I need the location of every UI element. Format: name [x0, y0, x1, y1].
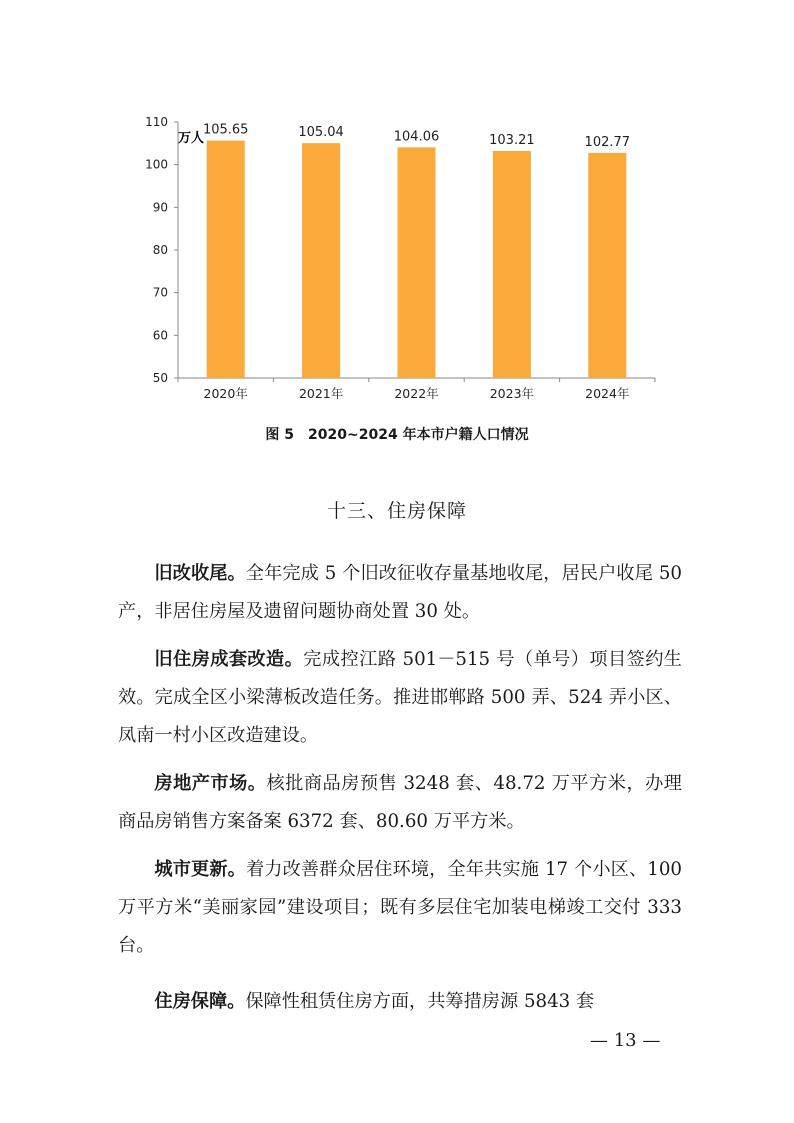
paragraph-text: 核批商品房预售 3248 套、48.72 万平方米，办理商品房销售方案备案 6372 套、80.60 万平方米。: [118, 773, 682, 832]
bar-value-label: 102.77: [584, 134, 631, 150]
paragraph-lead: 住房保障。: [154, 991, 246, 1012]
population-bar-chart: [130, 108, 670, 408]
section-heading: 十三、住房保障: [326, 500, 467, 522]
bar-value-label: 103.21: [489, 132, 535, 148]
y-tick-label: 90: [152, 200, 168, 215]
x-tick-label: 2022年: [394, 386, 439, 401]
y-tick-label: 80: [152, 243, 168, 257]
y-tick-label: 110: [145, 115, 168, 129]
paragraph-text: 着力改善群众居住环境，全年共实施 17 个小区、100 万平方米“美丽家园”建设项目；既有多层住宅加装电梯竣工交付 333 台。: [118, 859, 682, 956]
bar: [493, 151, 531, 378]
x-tick-label: 2020年: [203, 386, 248, 401]
page-number: — 13 —: [590, 1030, 661, 1051]
bar: [398, 147, 436, 378]
paragraph-lead: 房地产市场。: [154, 773, 267, 794]
bar-value-label: 104.06: [393, 129, 440, 145]
bar: [302, 143, 340, 378]
bar-value-label: 105.04: [298, 125, 344, 141]
bar: [207, 141, 245, 378]
figure-caption: 图 5 2020~2024 年本市户籍人口情况: [265, 427, 529, 443]
paragraph-lead: 旧住房成套改造。: [154, 649, 304, 670]
bar-value-label: 105.65: [202, 122, 249, 138]
paragraph-text: 完成控江路 501－515 号（单号）项目签约生效。完成全区小梁薄板改造任务。推进邯郸路 500 弄、524 弄小区、凤南一村小区改造建设。: [118, 649, 682, 746]
paragraph-housing-retrofit: [118, 641, 682, 755]
y-tick-label: 60: [152, 328, 168, 343]
paragraph-text: 保障性租赁住房方面，共筹措房源 5843 套: [245, 991, 595, 1012]
y-tick-label: 70: [152, 285, 168, 300]
chart-bars: [207, 141, 627, 378]
y-tick-label: 100: [145, 157, 168, 172]
paragraph-urban-renewal: [118, 851, 682, 965]
paragraph-text: 全年完成 5 个旧改征收存量基地收尾，居民户收尾 50 产，非居住房屋及遗留问题协商处置 30 处。: [118, 563, 682, 622]
paragraph-housing-security: [118, 983, 682, 1021]
x-tick-label: 2023年: [489, 386, 535, 401]
y-unit-label: 万人: [178, 131, 205, 146]
paragraph-lead: 城市更新。: [154, 859, 246, 880]
y-tick-label: 50: [152, 371, 168, 385]
paragraph-old-renovation: [118, 555, 682, 631]
paragraph-real-estate: [118, 765, 682, 841]
x-tick-label: 2021年: [298, 386, 344, 401]
x-tick-label: 2024年: [585, 386, 630, 401]
paragraph-lead: 旧改收尾。: [154, 563, 246, 584]
bar: [588, 153, 626, 378]
